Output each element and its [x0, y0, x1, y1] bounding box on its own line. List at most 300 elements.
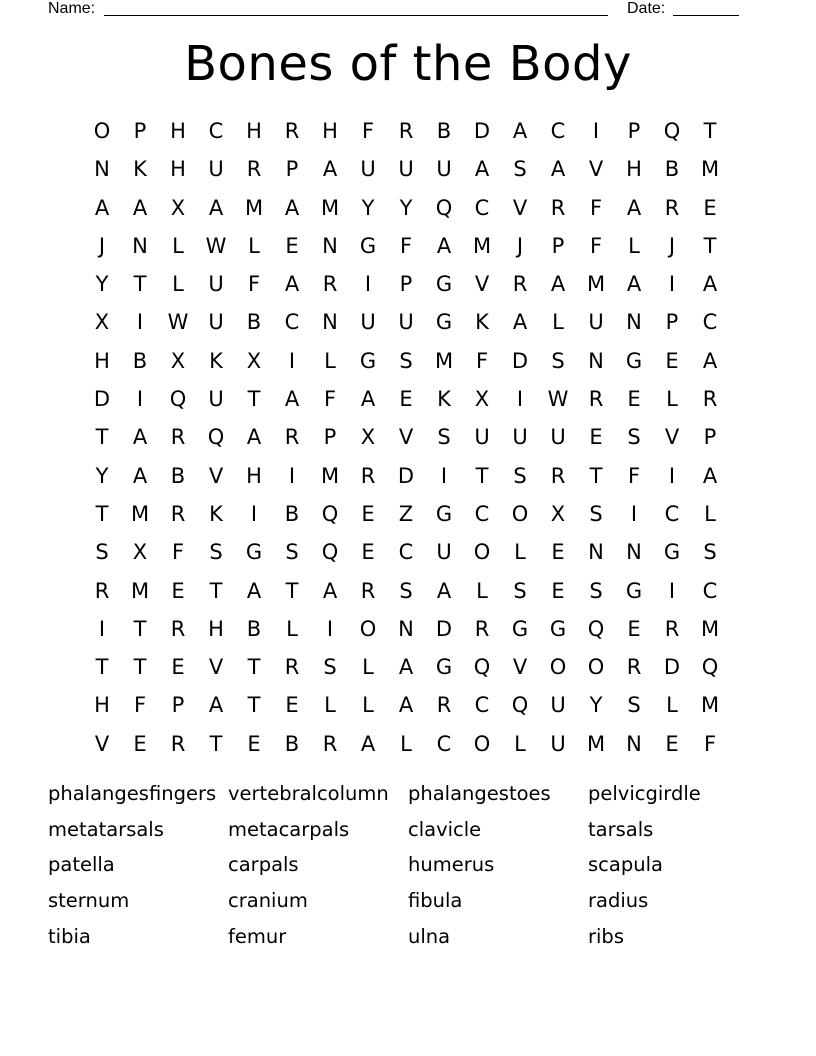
- grid-letter: T: [247, 693, 261, 718]
- grid-letter: V: [398, 425, 414, 450]
- grid-letter: C: [550, 119, 566, 143]
- grid-letter: W: [205, 233, 227, 258]
- word-list-item: femur: [228, 924, 287, 948]
- grid-letter: T: [209, 578, 223, 603]
- grid-letter: H: [94, 348, 110, 373]
- grid-letter: P: [703, 425, 717, 450]
- grid-letter: P: [285, 157, 299, 182]
- grid-letter: L: [514, 540, 526, 565]
- grid-letter: M: [586, 272, 606, 297]
- grid-letter: U: [398, 310, 414, 335]
- word-list-item: patella: [48, 853, 115, 877]
- grid-letter: G: [663, 540, 681, 565]
- grid-letter: A: [322, 157, 338, 182]
- grid-letter: R: [170, 501, 186, 526]
- grid-row: [83, 686, 729, 724]
- grid-letter: L: [362, 655, 374, 680]
- grid-letter: M: [586, 731, 606, 756]
- grid-letter: O: [359, 616, 377, 641]
- grid-letter: Y: [589, 693, 603, 718]
- grid-letter: N: [626, 540, 642, 565]
- word-list-item: ulna: [408, 924, 451, 948]
- grid-letter: E: [361, 540, 375, 565]
- grid-letter: N: [322, 310, 338, 335]
- grid-letter: A: [436, 233, 452, 258]
- grid-letter: Q: [587, 616, 605, 641]
- grid-letter: E: [665, 731, 679, 756]
- page-title: Bones of the Body: [184, 36, 632, 92]
- grid-letter: L: [552, 310, 564, 335]
- grid-letter: R: [94, 578, 110, 603]
- grid-letter: L: [286, 616, 298, 641]
- grid-letter: U: [550, 731, 566, 756]
- grid-letter: I: [136, 387, 144, 412]
- grid-letter: V: [664, 425, 680, 450]
- word-list-item: humerus: [408, 853, 495, 877]
- grid-letter: A: [398, 693, 414, 718]
- grid-letter: S: [551, 348, 565, 373]
- grid-letter: A: [550, 157, 566, 182]
- grid-letter: R: [246, 157, 262, 182]
- grid-letter: S: [513, 578, 527, 603]
- grid-letter: L: [666, 387, 678, 412]
- grid-letter: S: [513, 157, 527, 182]
- grid-letter: D: [511, 348, 529, 373]
- grid-letter: A: [208, 195, 224, 220]
- grid-letter: R: [626, 655, 642, 680]
- grid-letter: A: [246, 578, 262, 603]
- grid-letter: Q: [435, 195, 453, 220]
- grid-letter: I: [668, 463, 676, 488]
- grid-row: [83, 380, 729, 418]
- grid-letter: M: [434, 348, 454, 373]
- grid-letter: E: [171, 578, 185, 603]
- grid-letter: H: [94, 693, 110, 718]
- grid-letter: D: [93, 387, 111, 412]
- grid-letter: X: [550, 501, 566, 526]
- word-list-item: tarsals: [588, 817, 654, 841]
- grid-letter: D: [397, 463, 415, 488]
- grid-row: [83, 648, 729, 686]
- grid-letter: M: [130, 501, 150, 526]
- grid-letter: F: [133, 693, 147, 718]
- grid-letter: C: [474, 195, 490, 220]
- grid-letter: O: [473, 731, 491, 756]
- grid-letter: E: [247, 731, 261, 756]
- grid-letter: O: [511, 501, 529, 526]
- grid-letter: V: [208, 463, 224, 488]
- grid-letter: M: [700, 616, 720, 641]
- grid-letter: L: [400, 731, 412, 756]
- grid-letter: F: [171, 540, 185, 565]
- grid-row: [83, 495, 729, 533]
- grid-letter: X: [170, 348, 186, 373]
- grid-letter: Y: [361, 195, 375, 220]
- grid-letter: I: [630, 501, 638, 526]
- grid-letter: X: [94, 310, 110, 335]
- grid-letter: L: [476, 578, 488, 603]
- grid-letter: J: [98, 233, 106, 258]
- grid-letter: T: [703, 119, 717, 143]
- grid-letter: Q: [169, 387, 187, 412]
- grid-letter: P: [399, 272, 413, 297]
- grid-letter: C: [702, 578, 718, 603]
- grid-letter: V: [588, 157, 604, 182]
- grid-letter: T: [285, 578, 299, 603]
- grid-letter: N: [132, 233, 148, 258]
- grid-letter: A: [208, 693, 224, 718]
- grid-letter: H: [170, 157, 186, 182]
- grid-letter: V: [512, 655, 528, 680]
- grid-letter: P: [133, 119, 147, 143]
- grid-letter: E: [627, 387, 641, 412]
- grid-letter: A: [474, 157, 490, 182]
- grid-letter: R: [360, 463, 376, 488]
- grid-letter: L: [172, 233, 184, 258]
- grid-letter: R: [588, 387, 604, 412]
- word-list-item: phalangesfingers: [48, 782, 217, 805]
- grid-letter: L: [628, 233, 640, 258]
- grid-letter: H: [626, 157, 642, 182]
- grid-letter: A: [626, 195, 642, 220]
- grid-letter: U: [360, 157, 376, 182]
- grid-letter: S: [399, 348, 413, 373]
- grid-letter: S: [95, 540, 109, 565]
- grid-letter: G: [435, 272, 453, 297]
- grid-letter: U: [208, 272, 224, 297]
- grid-letter: A: [512, 119, 528, 143]
- word-list-item: radius: [588, 889, 649, 913]
- grid-letter: X: [170, 195, 186, 220]
- grid-letter: S: [589, 501, 603, 526]
- grid-letter: C: [664, 501, 680, 526]
- grid-letter: S: [323, 655, 337, 680]
- word-list-item: cranium: [228, 889, 308, 913]
- word-list-item: pelvicgirdle: [588, 782, 701, 805]
- grid-letter: K: [133, 157, 147, 182]
- grid-letter: E: [133, 731, 147, 756]
- grid-letter: B: [246, 310, 262, 335]
- grid-row: [83, 227, 729, 265]
- grid-letter: X: [360, 425, 376, 450]
- grid-letter: S: [285, 540, 299, 565]
- grid-row: [83, 572, 729, 610]
- grid-letter: F: [589, 233, 603, 258]
- grid-letter: X: [132, 540, 148, 565]
- grid-letter: Q: [321, 501, 339, 526]
- grid-letter: C: [284, 310, 300, 335]
- grid-letter: R: [284, 119, 300, 143]
- word-list-item: vertebralcolumn: [228, 782, 389, 805]
- grid-letter: K: [475, 310, 489, 335]
- grid-letter: A: [132, 425, 148, 450]
- grid-letter: R: [512, 272, 528, 297]
- grid-letter: D: [663, 655, 681, 680]
- grid-row: [83, 725, 729, 763]
- grid-letter: C: [702, 310, 718, 335]
- grid-letter: U: [208, 310, 224, 335]
- grid-letter: S: [209, 540, 223, 565]
- grid-letter: Q: [663, 119, 681, 143]
- grid-letter: X: [246, 348, 262, 373]
- grid-letter: F: [703, 731, 717, 756]
- grid-letter: I: [440, 463, 448, 488]
- grid-letter: T: [703, 233, 717, 258]
- word-list-item: tibia: [48, 924, 91, 948]
- grid-letter: C: [208, 119, 224, 143]
- grid-letter: U: [208, 387, 224, 412]
- grid-letter: L: [514, 731, 526, 756]
- grid-letter: T: [209, 731, 223, 756]
- grid-letter: Q: [701, 655, 719, 680]
- grid-letter: M: [320, 195, 340, 220]
- grid-letter: O: [93, 119, 111, 143]
- grid-letter: U: [398, 157, 414, 182]
- header: [48, 0, 748, 20]
- grid-letter: G: [359, 348, 377, 373]
- grid-letter: G: [435, 501, 453, 526]
- grid-letter: F: [323, 387, 337, 412]
- grid-row: [83, 303, 729, 341]
- grid-letter: E: [627, 616, 641, 641]
- grid-letter: B: [436, 119, 452, 143]
- grid-letter: U: [208, 157, 224, 182]
- grid-letter: T: [133, 655, 147, 680]
- grid-letter: K: [209, 348, 223, 373]
- grid-letter: B: [284, 731, 300, 756]
- grid-letter: H: [322, 119, 338, 143]
- grid-letter: A: [284, 195, 300, 220]
- grid-row: [83, 265, 729, 303]
- grid-letter: M: [320, 463, 340, 488]
- grid-letter: C: [474, 501, 490, 526]
- grid-row: [83, 457, 729, 495]
- grid-letter: R: [322, 272, 338, 297]
- grid-letter: M: [244, 195, 264, 220]
- name-label: Name:: [48, 0, 96, 17]
- grid-letter: L: [248, 233, 260, 258]
- grid-row: [83, 418, 729, 456]
- grid-letter: T: [475, 463, 489, 488]
- grid-letter: G: [435, 310, 453, 335]
- grid-letter: R: [170, 425, 186, 450]
- grid-letter: A: [702, 463, 718, 488]
- grid-letter: F: [589, 195, 603, 220]
- grid-letter: F: [399, 233, 413, 258]
- grid-letter: F: [247, 272, 261, 297]
- grid-letter: E: [361, 501, 375, 526]
- grid-letter: U: [588, 310, 604, 335]
- grid-letter: C: [398, 540, 414, 565]
- grid-letter: Q: [511, 693, 529, 718]
- grid-letter: S: [589, 578, 603, 603]
- grid-letter: R: [702, 387, 718, 412]
- grid-letter: V: [94, 731, 110, 756]
- grid-letter: R: [664, 195, 680, 220]
- grid-letter: Z: [398, 501, 414, 526]
- grid-letter: K: [437, 387, 451, 412]
- grid-letter: A: [550, 272, 566, 297]
- grid-letter: H: [170, 119, 186, 143]
- word-list-item: metacarpals: [228, 817, 350, 841]
- grid-letter: L: [324, 348, 336, 373]
- grid-letter: G: [625, 348, 643, 373]
- grid-letter: I: [98, 616, 106, 641]
- grid-letter: R: [284, 655, 300, 680]
- grid-letter: A: [360, 387, 376, 412]
- grid-letter: A: [702, 348, 718, 373]
- grid-letter: E: [589, 425, 603, 450]
- grid-letter: E: [399, 387, 413, 412]
- grid-letter: B: [132, 348, 148, 373]
- grid-letter: U: [512, 425, 528, 450]
- grid-letter: R: [170, 731, 186, 756]
- grid-letter: I: [592, 119, 600, 143]
- grid-letter: A: [246, 425, 262, 450]
- grid-letter: U: [474, 425, 490, 450]
- grid-letter: P: [627, 119, 641, 143]
- grid-letter: I: [288, 463, 296, 488]
- grid-letter: H: [208, 616, 224, 641]
- grid-letter: I: [288, 348, 296, 373]
- grid-letter: I: [326, 616, 334, 641]
- grid-row: [83, 342, 729, 380]
- grid-letter: Q: [473, 655, 491, 680]
- grid-letter: I: [250, 501, 258, 526]
- grid-letter: L: [172, 272, 184, 297]
- grid-letter: N: [94, 157, 110, 182]
- grid-letter: F: [475, 348, 489, 373]
- grid-letter: G: [359, 233, 377, 258]
- grid-letter: M: [130, 578, 150, 603]
- grid-letter: T: [95, 501, 109, 526]
- grid-letter: R: [474, 616, 490, 641]
- grid-letter: X: [474, 387, 490, 412]
- grid-letter: E: [285, 693, 299, 718]
- grid-letter: Y: [95, 463, 109, 488]
- grid-letter: E: [551, 540, 565, 565]
- grid-letter: S: [399, 578, 413, 603]
- grid-letter: R: [360, 578, 376, 603]
- word-list-item: carpals: [228, 853, 299, 877]
- grid-letter: E: [171, 655, 185, 680]
- grid-letter: U: [436, 540, 452, 565]
- grid-letter: V: [208, 655, 224, 680]
- grid-letter: K: [209, 501, 223, 526]
- grid-letter: C: [474, 693, 490, 718]
- grid-letter: D: [473, 119, 491, 143]
- grid-letter: W: [547, 387, 569, 412]
- grid-letter: A: [132, 195, 148, 220]
- grid-letter: E: [665, 348, 679, 373]
- grid-letter: G: [511, 616, 529, 641]
- grid-letter: R: [284, 425, 300, 450]
- grid-letter: G: [625, 578, 643, 603]
- grid-letter: R: [398, 119, 414, 143]
- grid-letter: O: [473, 540, 491, 565]
- grid-letter: N: [588, 540, 604, 565]
- grid-letter: B: [284, 501, 300, 526]
- grid-letter: I: [364, 272, 372, 297]
- grid-letter: B: [664, 157, 680, 182]
- grid-letter: T: [95, 655, 109, 680]
- grid-letter: N: [322, 233, 338, 258]
- grid-letter: R: [664, 616, 680, 641]
- grid-letter: R: [550, 463, 566, 488]
- grid-letter: F: [627, 463, 641, 488]
- grid-letter: U: [550, 693, 566, 718]
- grid-letter: G: [549, 616, 567, 641]
- grid-letter: A: [284, 387, 300, 412]
- grid-letter: R: [436, 693, 452, 718]
- word-list-item: fibula: [408, 889, 463, 913]
- grid-letter: S: [627, 693, 641, 718]
- grid-letter: U: [550, 425, 566, 450]
- grid-letter: P: [323, 425, 337, 450]
- grid-row: [83, 533, 729, 571]
- date-blank-line: [673, 15, 739, 16]
- grid-letter: S: [703, 540, 717, 565]
- grid-letter: A: [322, 578, 338, 603]
- grid-letter: A: [284, 272, 300, 297]
- grid-letter: P: [551, 233, 565, 258]
- grid-row: [83, 610, 729, 648]
- grid-letter: R: [550, 195, 566, 220]
- grid-letter: A: [436, 578, 452, 603]
- grid-letter: A: [94, 195, 110, 220]
- grid-letter: U: [360, 310, 376, 335]
- grid-letter: Y: [399, 195, 413, 220]
- grid-letter: R: [170, 616, 186, 641]
- date-label: Date:: [627, 0, 666, 17]
- grid-letter: H: [246, 463, 262, 488]
- grid-letter: G: [435, 655, 453, 680]
- grid-letter: B: [170, 463, 186, 488]
- grid-row: [83, 189, 729, 227]
- grid-letter: R: [322, 731, 338, 756]
- name-blank-line: [104, 15, 608, 16]
- grid-letter: A: [360, 731, 376, 756]
- grid-letter: A: [398, 655, 414, 680]
- grid-letter: O: [587, 655, 605, 680]
- grid-letter: I: [136, 310, 144, 335]
- grid-letter: I: [668, 272, 676, 297]
- word-list-item: clavicle: [408, 817, 482, 841]
- word-list-item: metatarsals: [48, 817, 164, 841]
- grid-letter: Y: [95, 272, 109, 297]
- grid-letter: T: [589, 463, 603, 488]
- grid-letter: T: [247, 655, 261, 680]
- word-list-item: sternum: [48, 889, 130, 913]
- grid-letter: B: [246, 616, 262, 641]
- grid-letter: O: [549, 655, 567, 680]
- grid-letter: M: [700, 693, 720, 718]
- grid-letter: L: [362, 693, 374, 718]
- grid-letter: I: [668, 578, 676, 603]
- grid-letter: F: [361, 119, 375, 143]
- grid-letter: I: [516, 387, 524, 412]
- grid-letter: A: [512, 310, 528, 335]
- grid-row: [83, 112, 729, 150]
- grid-letter: E: [551, 578, 565, 603]
- grid-letter: L: [704, 501, 716, 526]
- grid-letter: Q: [207, 425, 225, 450]
- grid-letter: G: [245, 540, 263, 565]
- grid-letter: P: [171, 693, 185, 718]
- word-list-item: ribs: [588, 924, 624, 948]
- word-list-item: phalangestoes: [408, 782, 551, 805]
- grid-letter: T: [133, 616, 147, 641]
